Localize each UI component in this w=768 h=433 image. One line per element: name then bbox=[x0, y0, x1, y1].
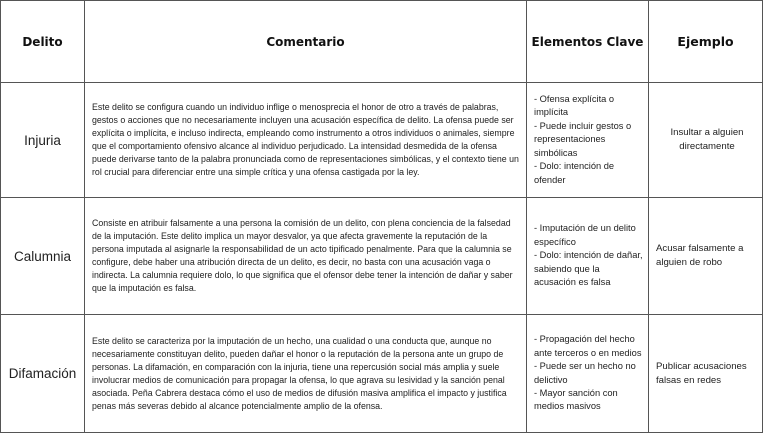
crime-comment: Este delito se caracteriza por la imputación de un hecho, una cualidad o una conducta que, aunque no necesariamente constituyan delito, pueden dañar el honor o la reputación de la persona ante un grupo de personas. La difamación, en comparación con la injuria, tiene una repercusión social más amplia y suele involucrar medios de comunicación para propagar la ofensa, lo que agrava su lesividad y la sanción penal asociada. Peña Cabrera destaca cómo el uso de medios de difusión masiva amplifica el impacto y justifica penas más severas debido al alcance potencialmente amplio de la ofensa. bbox=[85, 315, 527, 433]
crime-name: Injuria bbox=[1, 83, 85, 198]
header-row bbox=[1, 1, 763, 83]
key-elements bbox=[527, 83, 649, 198]
table-row bbox=[1, 315, 763, 433]
header-delito: Delito bbox=[1, 1, 85, 83]
key-elements bbox=[527, 315, 649, 433]
crime-name: Calumnia bbox=[1, 198, 85, 315]
key-element: - Puede incluir gestos o representaciones simbólicas bbox=[534, 120, 632, 158]
key-element: - Dolo: intención de ofender bbox=[534, 161, 615, 185]
header-ejemplo: Ejemplo bbox=[649, 1, 763, 83]
key-element: - Propagación del hecho ante terceros o en medios bbox=[534, 334, 642, 358]
header-comentario: Comentario bbox=[85, 1, 527, 83]
key-element: - Imputación de un delito específico bbox=[534, 223, 636, 247]
key-element: - Ofensa explícita o implícita bbox=[534, 94, 615, 118]
crime-comment: Este delito se configura cuando un individuo inflige o menosprecia el honor de otro a través de palabras, gestos o acciones que no necesariamente incluyen una acusación específica de delito. La ofensa puede ser explícita o implícita, e incluso indirecta, empleando como instrumento a otros individuos o animales, siempre que el comportamiento ofensivo alcance al individuo perjudicado. La intensidad desmedida de la ofensa puede derivarse tanto de la palabra pronunciada como de representaciones simbólicas, y el contexto tiene un rol crucial para diferenciar entre una simple crítica y una ofensa castigada por la ley. bbox=[85, 83, 527, 198]
table-row bbox=[1, 83, 763, 198]
key-element: - Puede ser un hecho no delictivo bbox=[534, 361, 636, 385]
crime-example: Insultar a alguien directamente bbox=[649, 83, 763, 198]
key-element: - Dolo: intención de dañar, sabiendo que la acusación es falsa bbox=[534, 250, 643, 288]
crime-comment: Consiste en atribuir falsamente a una persona la comisión de un delito, con plena conciencia de la falsedad de la imputación. Este delito implica un mayor desvalor, ya que afecta gravemente la reputación de la persona imputada al asignarle la responsabilidad de un acto tipificado penalmente. Para que la calumnia se configure, debe haber una atribución directa de un delito, es decir, no basta con una acusación vaga o indirecta. La calumnia requiere dolo, lo que significa que el ofensor debe tener la intención de dañar y saber que la imputación es falsa. bbox=[85, 198, 527, 315]
crime-example: Acusar falsamente a alguien de robo bbox=[649, 198, 763, 315]
key-element: - Mayor sanción con medios masivos bbox=[534, 387, 618, 412]
table-row bbox=[1, 198, 763, 315]
crime-example: Publicar acusaciones falsas en redes bbox=[649, 315, 763, 433]
crime-name: Difamación bbox=[1, 315, 85, 433]
header-elementos-clave: Elementos Clave bbox=[527, 1, 649, 83]
key-elements bbox=[527, 198, 649, 315]
